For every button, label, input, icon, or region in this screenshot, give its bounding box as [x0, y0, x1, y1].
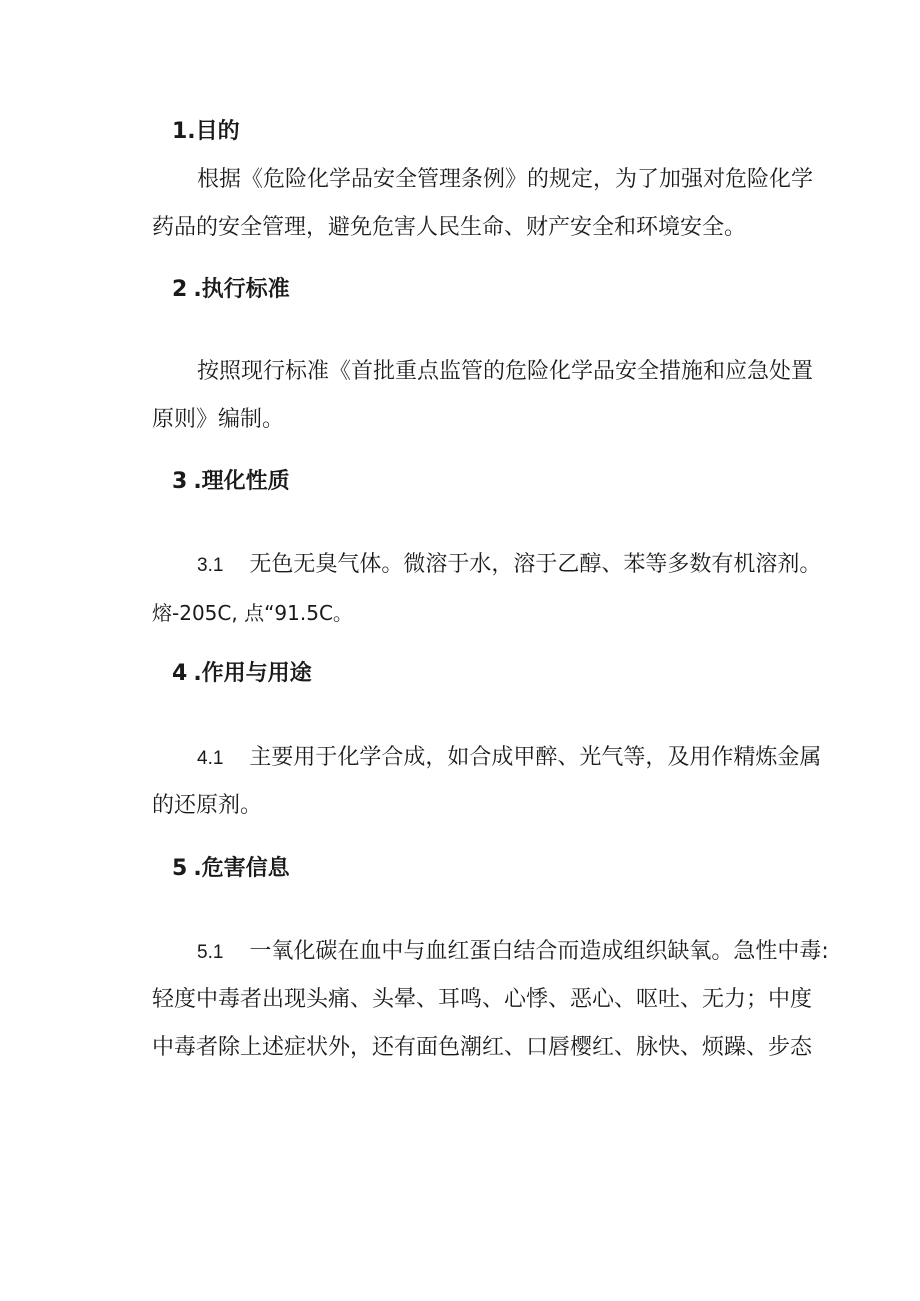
section-2-heading [172, 276, 290, 304]
section-1-body-line-2: 药品的安全管理，避免危害人民生命、财产安全和环境安全。 [152, 215, 747, 240]
section-3-body-line-2: 熔-205C, 点“91.5C。 [152, 601, 353, 625]
section-2-body-line-1: 按照现行标准《首批重点监管的危险化学品安全措施和应急处置 [197, 359, 814, 384]
section-5-body-text-1: 一氧化碳在血中与血红蛋白结合而造成组织缺氧。急性中毒: [249, 939, 829, 964]
section-4-body-line-1 [197, 744, 821, 773]
section-4-body-text-1: 主要用于化学合成，如合成甲醉、光气等，及用作精炼金属 [249, 745, 822, 770]
section-4-heading [172, 660, 312, 688]
section-1-number: 1. [172, 119, 196, 144]
section-3-subnumber: 3.1 [197, 555, 224, 576]
section-4-number: 4 [172, 661, 188, 686]
section-1-body-line-1: 根据《危险化学品安全管理条例》的规定，为了加强对危险化学 [197, 167, 814, 192]
section-4-subnumber: 4.1 [197, 748, 224, 769]
section-1-heading [172, 118, 240, 146]
section-1-title: 目的 [195, 119, 240, 144]
section-5-heading [172, 855, 290, 883]
section-4-body-line-2: 的还原剂。 [152, 793, 263, 818]
section-3-body-text-1: 无色无臭气体。微溶于水，溶于乙醇、苯等多数有机溶剂。 [249, 552, 822, 577]
section-4-title: .作用与用途 [193, 661, 312, 686]
section-2-body-line-2: 原则》编制。 [152, 407, 285, 432]
section-2-title: .执行标准 [193, 277, 290, 302]
section-3-body-line-1 [197, 551, 821, 580]
section-5-body-line-1 [197, 938, 829, 967]
section-5-body-line-2: 轻度中毒者出现头痛、头晕、耳鸣、心悸、恶心、呕吐、无力；中度 [152, 987, 813, 1012]
section-5-number: 5 [172, 856, 188, 881]
section-3-heading [172, 468, 290, 496]
section-2-number: 2 [172, 277, 188, 302]
section-5-title: .危害信息 [193, 856, 290, 881]
section-3-number: 3 [172, 469, 188, 494]
section-5-subnumber: 5.1 [197, 942, 224, 963]
section-3-title: .理化性质 [193, 469, 290, 494]
section-5-body-line-3: 中毒者除上述症状外，还有面色潮红、口唇樱红、脉快、烦躁、步态 [152, 1035, 813, 1060]
